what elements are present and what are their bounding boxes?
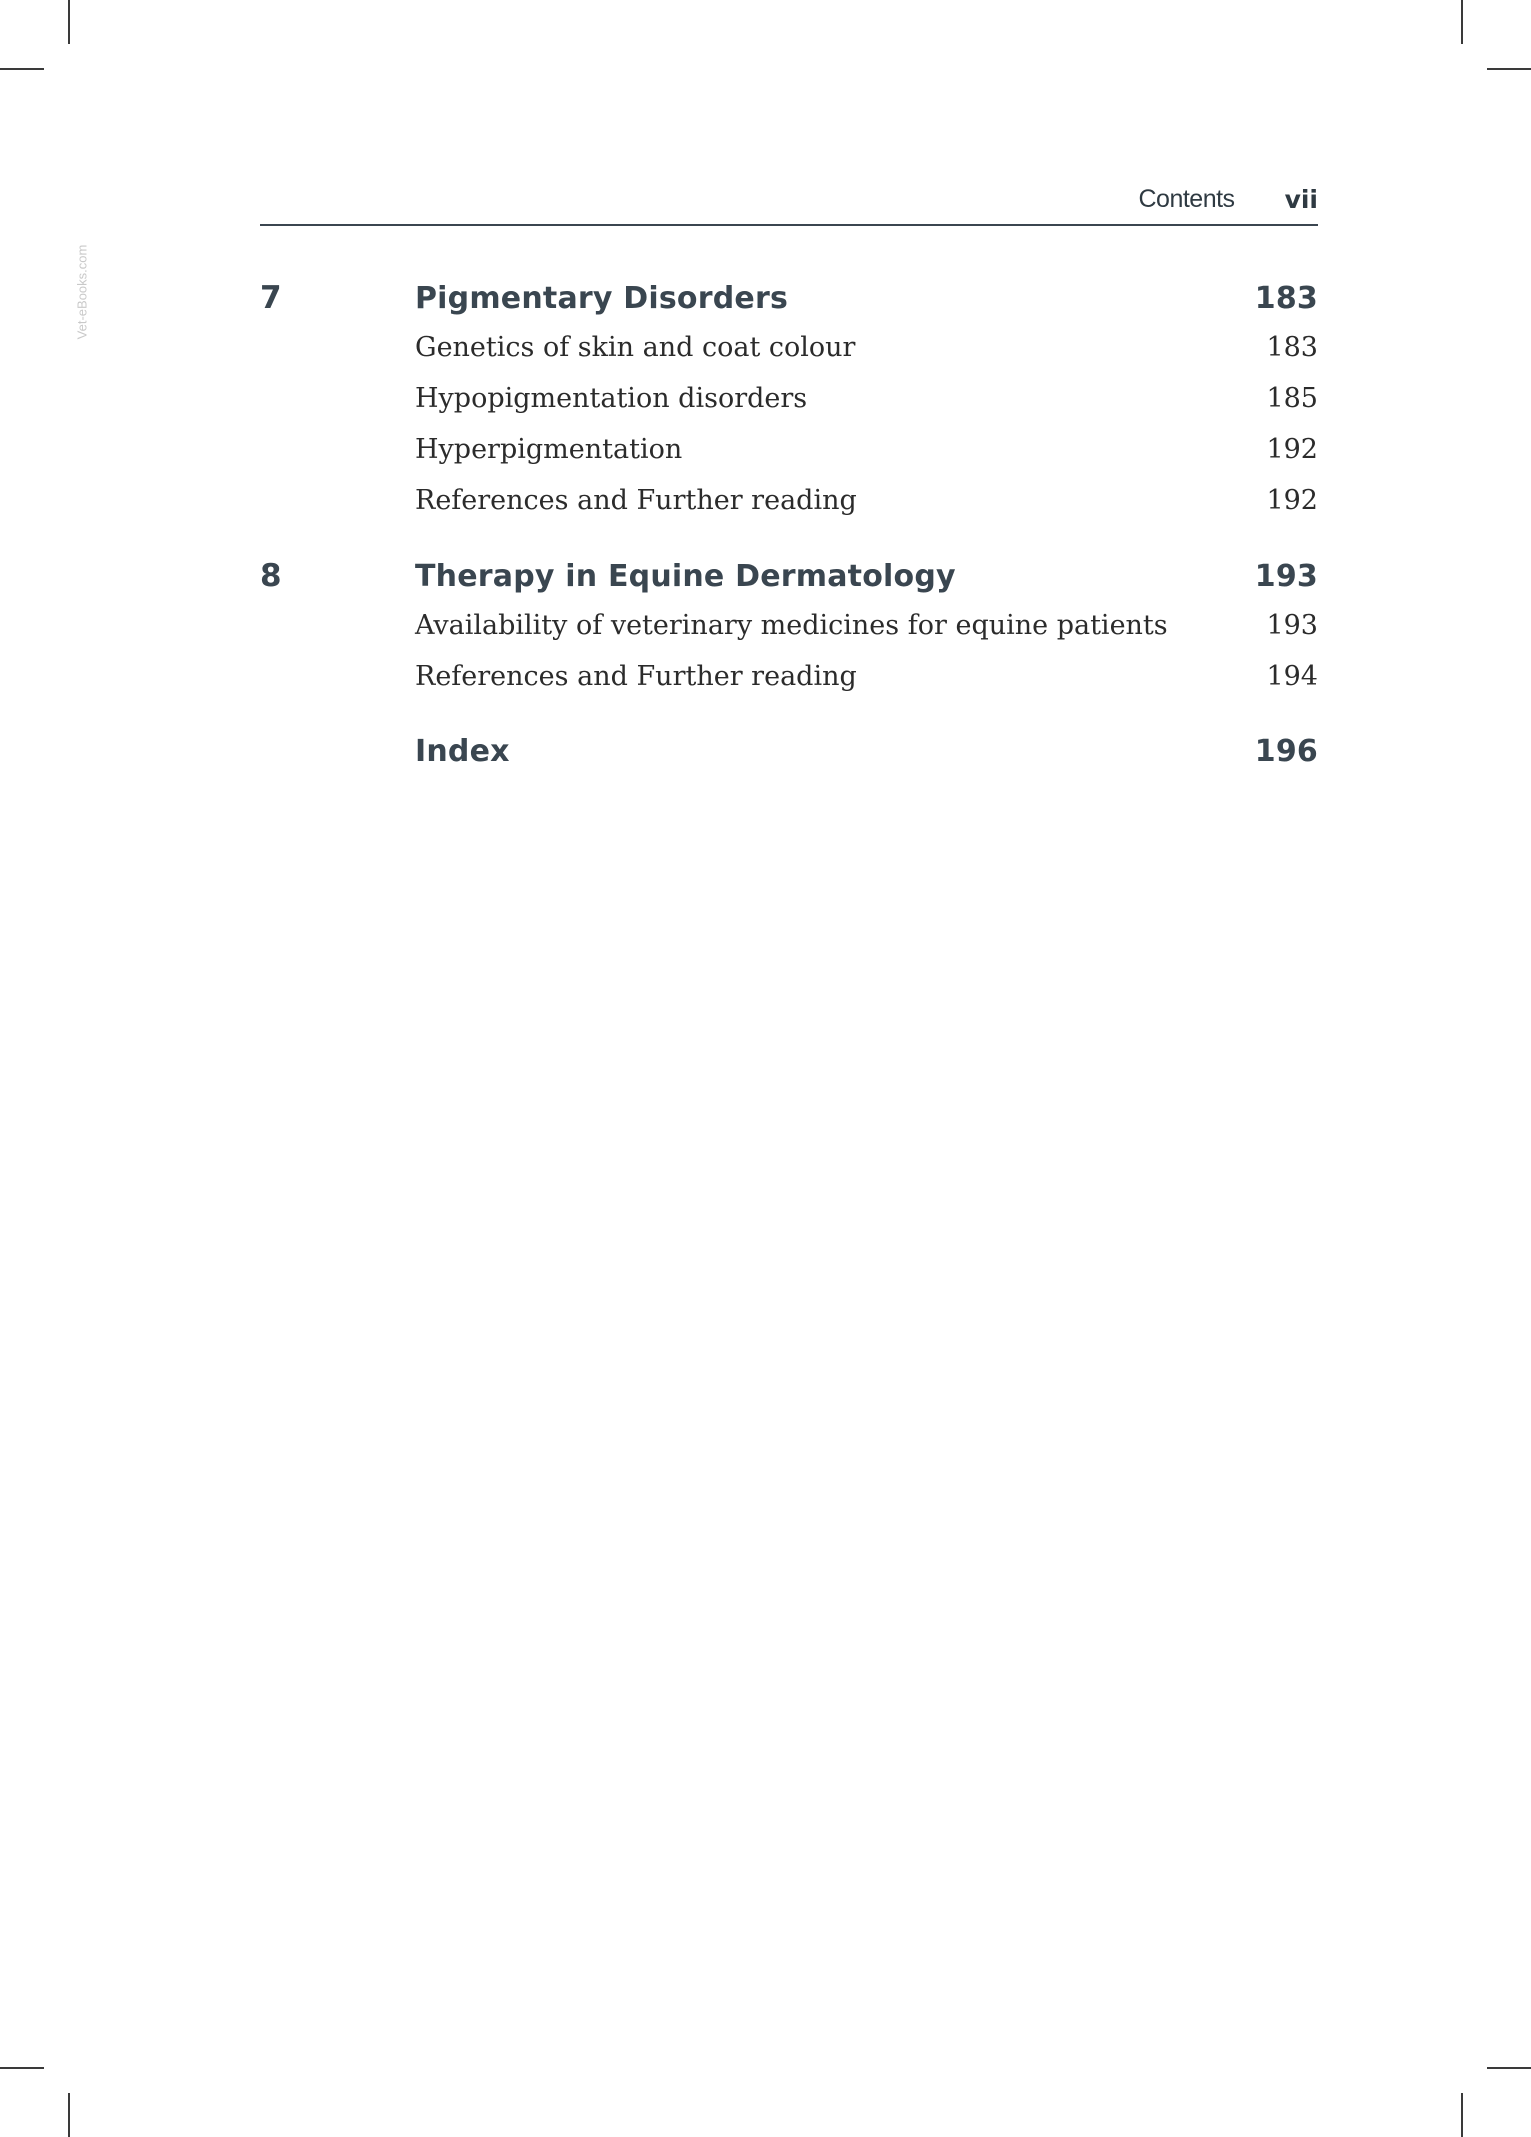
entry-page: 193: [1266, 610, 1318, 641]
watermark: Vet-eBooks.com: [74, 244, 90, 340]
entry-title: References and Further reading: [415, 485, 857, 516]
entry-title: Availability of veterinary medicines for equine patients: [415, 610, 1168, 641]
entry-page: 194: [1266, 661, 1318, 692]
crop-mark-bottom-right-vertical: [1461, 2093, 1463, 2137]
entry-page: 185: [1266, 383, 1318, 414]
crop-mark-top-right-horizontal: [1487, 68, 1531, 70]
index-page: 196: [1254, 734, 1318, 769]
toc-index[interactable]: [260, 734, 1318, 786]
running-head-section: Contents: [1138, 185, 1235, 213]
running-head: [260, 178, 1318, 226]
crop-mark-bottom-left-vertical: [68, 2093, 70, 2137]
toc-entry[interactable]: [260, 485, 1318, 536]
entry-page: 192: [1266, 434, 1318, 465]
chapter-number: 7: [260, 280, 282, 316]
section-gap: [260, 712, 1318, 734]
crop-mark-top-right-vertical: [1461, 0, 1463, 44]
chapter-title: Pigmentary Disorders: [415, 281, 789, 316]
toc-entry[interactable]: [260, 383, 1318, 434]
toc-entry[interactable]: [260, 610, 1318, 661]
entry-title: Hyperpigmentation: [415, 434, 683, 465]
chapter-page: 193: [1254, 559, 1318, 594]
chapter-number: 8: [260, 558, 282, 594]
table-of-contents: [260, 280, 1318, 786]
toc-entry[interactable]: [260, 332, 1318, 383]
toc-entry[interactable]: [260, 661, 1318, 712]
crop-mark-top-left-horizontal: [0, 68, 44, 70]
index-title: Index: [415, 734, 510, 769]
crop-mark-bottom-left-horizontal: [0, 2067, 44, 2069]
entry-title: References and Further reading: [415, 661, 857, 692]
chapter-page: 183: [1254, 281, 1318, 316]
section-gap: [260, 536, 1318, 558]
toc-chapter-7[interactable]: [260, 280, 1318, 332]
entry-page: 183: [1266, 332, 1318, 363]
running-head-page-number: vii: [1284, 185, 1318, 214]
crop-mark-bottom-right-horizontal: [1487, 2067, 1531, 2069]
toc-entry[interactable]: [260, 434, 1318, 485]
entry-title: Genetics of skin and coat colour: [415, 332, 856, 363]
crop-mark-top-left-vertical: [68, 0, 70, 44]
chapter-title: Therapy in Equine Dermatology: [415, 559, 956, 594]
toc-chapter-8[interactable]: [260, 558, 1318, 610]
entry-page: 192: [1266, 485, 1318, 516]
entry-title: Hypopigmentation disorders: [415, 383, 808, 414]
